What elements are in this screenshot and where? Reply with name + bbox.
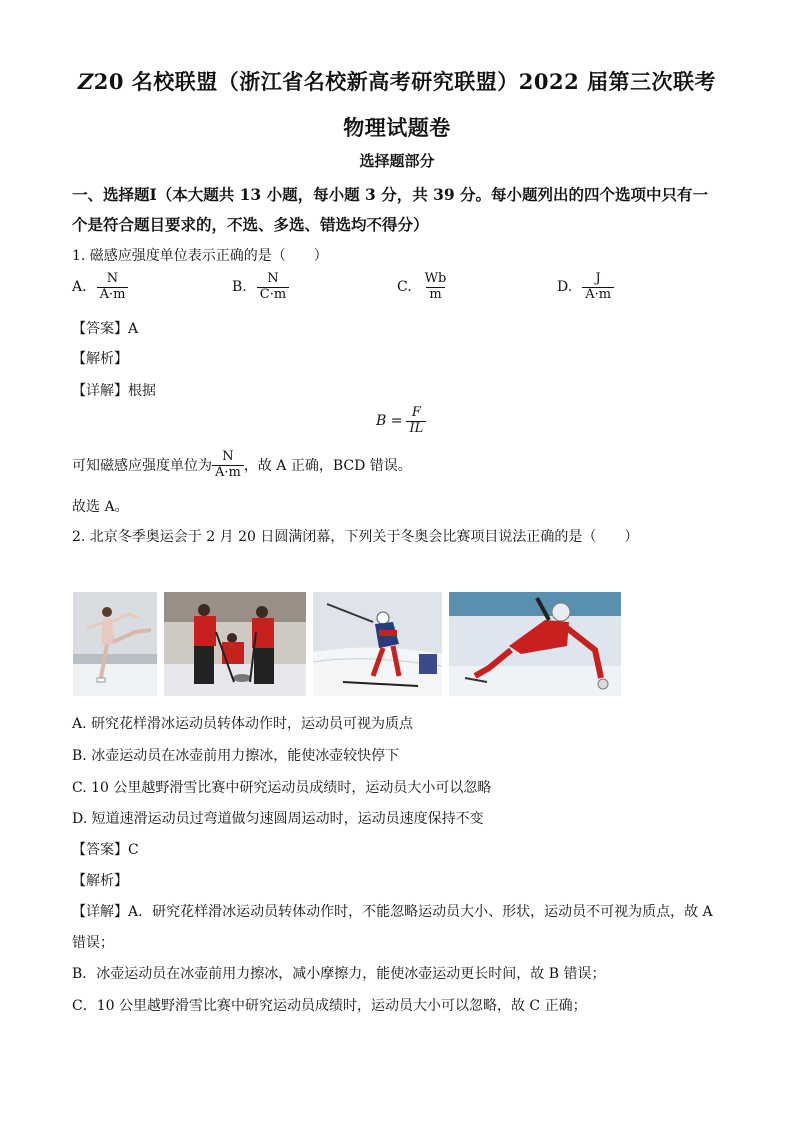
- fraction-denominator: A·m: [212, 465, 244, 481]
- q2-detail-line2: 错误；: [72, 935, 114, 951]
- q2-option-a: A. 研究花样滑冰运动员转体动作时，运动员可视为质点: [72, 716, 414, 732]
- fraction-numerator: F: [411, 405, 421, 420]
- q1-conclusion: [72, 450, 412, 481]
- q2-detail-c: C．10 公里越野滑雪比赛中研究运动员成绩时，运动员大小可以忽略，故 C 正确；: [72, 998, 587, 1014]
- q1-detail: 【详解】根据: [72, 383, 156, 399]
- q2-option-b: B. 冰壶运动员在冰壶前用力擦冰，能使冰壶较快停下: [72, 748, 400, 764]
- formula-lhs: B =: [376, 413, 403, 430]
- q2-stem: 2. 北京冬季奥运会于 2 月 20 日圆满闭幕，下列关于冬奥会比赛项目说法正确的是（ ）: [72, 529, 639, 545]
- title-prefix: Z: [77, 69, 94, 94]
- option-letter: B.: [232, 279, 247, 296]
- part1-heading-line2: 个是符合题目要求的，不选、多选、错选均不得分）: [72, 215, 429, 234]
- fraction-denominator: C·m: [257, 287, 289, 303]
- curling-photo: [164, 592, 306, 696]
- q1-formula: [376, 406, 426, 437]
- option-letter: A.: [72, 279, 87, 296]
- q2-detail-line1: 【详解】A．研究花样滑冰运动员转体动作时，不能忽略运动员大小、形状，运动员不可视为质点，故 A: [72, 904, 713, 920]
- q2-answer: 【答案】C: [72, 842, 139, 858]
- option-fraction: [257, 272, 289, 303]
- q2-option-c: C. 10 公里越野滑雪比赛中研究运动员成绩时，运动员大小可以忽略: [72, 780, 492, 796]
- fraction-denominator: IL: [406, 421, 426, 437]
- q1-option-d: [557, 272, 614, 303]
- section-heading: 选择题部分: [359, 152, 435, 170]
- exam-title: [0, 66, 794, 96]
- fraction-denominator: m: [426, 287, 444, 303]
- option-letter: D.: [557, 279, 573, 296]
- q2-detail-b: B．冰壶运动员在冰壶前用力擦冰，减小摩擦力，能使冰壶运动更长时间，故 B 错误；: [72, 966, 606, 982]
- option-fraction: [422, 272, 450, 303]
- part1-heading-line1: 一、选择题Ⅰ（本大题共 13 小题，每小题 3 分，共 39 分。每小题列出的四个选项中只有一: [72, 185, 709, 204]
- fraction-numerator: N: [267, 271, 279, 286]
- q1-option-a: [72, 272, 128, 303]
- title-main: 20 名校联盟（浙江省名校新高考研究联盟）2022 届第三次联考: [93, 69, 717, 94]
- fraction-numerator: N: [222, 449, 234, 464]
- q1-stem: 1. 磁感应强度单位表示正确的是（ ）: [72, 248, 328, 264]
- fraction-denominator: A·m: [582, 287, 614, 303]
- fraction-numerator: Wb: [424, 271, 447, 286]
- fraction-numerator: J: [595, 271, 601, 286]
- q2-analysis: 【解析】: [72, 873, 128, 889]
- q1-option-b: [232, 272, 289, 303]
- fraction-denominator: A·m: [97, 287, 129, 303]
- option-letter: C.: [397, 279, 412, 296]
- fraction-numerator: N: [106, 271, 119, 286]
- cross-country-skiing-photo: [313, 592, 442, 696]
- q1-answer: 【答案】A: [72, 321, 139, 337]
- q2-option-d: D. 短道速滑运动员过弯道做匀速圆周运动时，运动员速度保持不变: [72, 811, 484, 827]
- conclusion-fraction: [212, 450, 244, 481]
- exam-subtitle: 物理试题卷: [343, 115, 451, 140]
- q1-analysis: 【解析】: [72, 351, 128, 367]
- option-fraction: [97, 272, 129, 303]
- q1-choose: 故选 A。: [72, 499, 129, 515]
- option-fraction: [582, 272, 614, 303]
- q1-option-c: [397, 272, 449, 303]
- conclusion-text: 可知磁感应强度单位为: [72, 458, 212, 475]
- formula-fraction: [406, 406, 426, 437]
- figure-skating-photo: [73, 592, 157, 696]
- conclusion-text-end: ，故 A 正确，BCD 错误。: [243, 458, 412, 475]
- speed-skating-photo: [449, 592, 621, 696]
